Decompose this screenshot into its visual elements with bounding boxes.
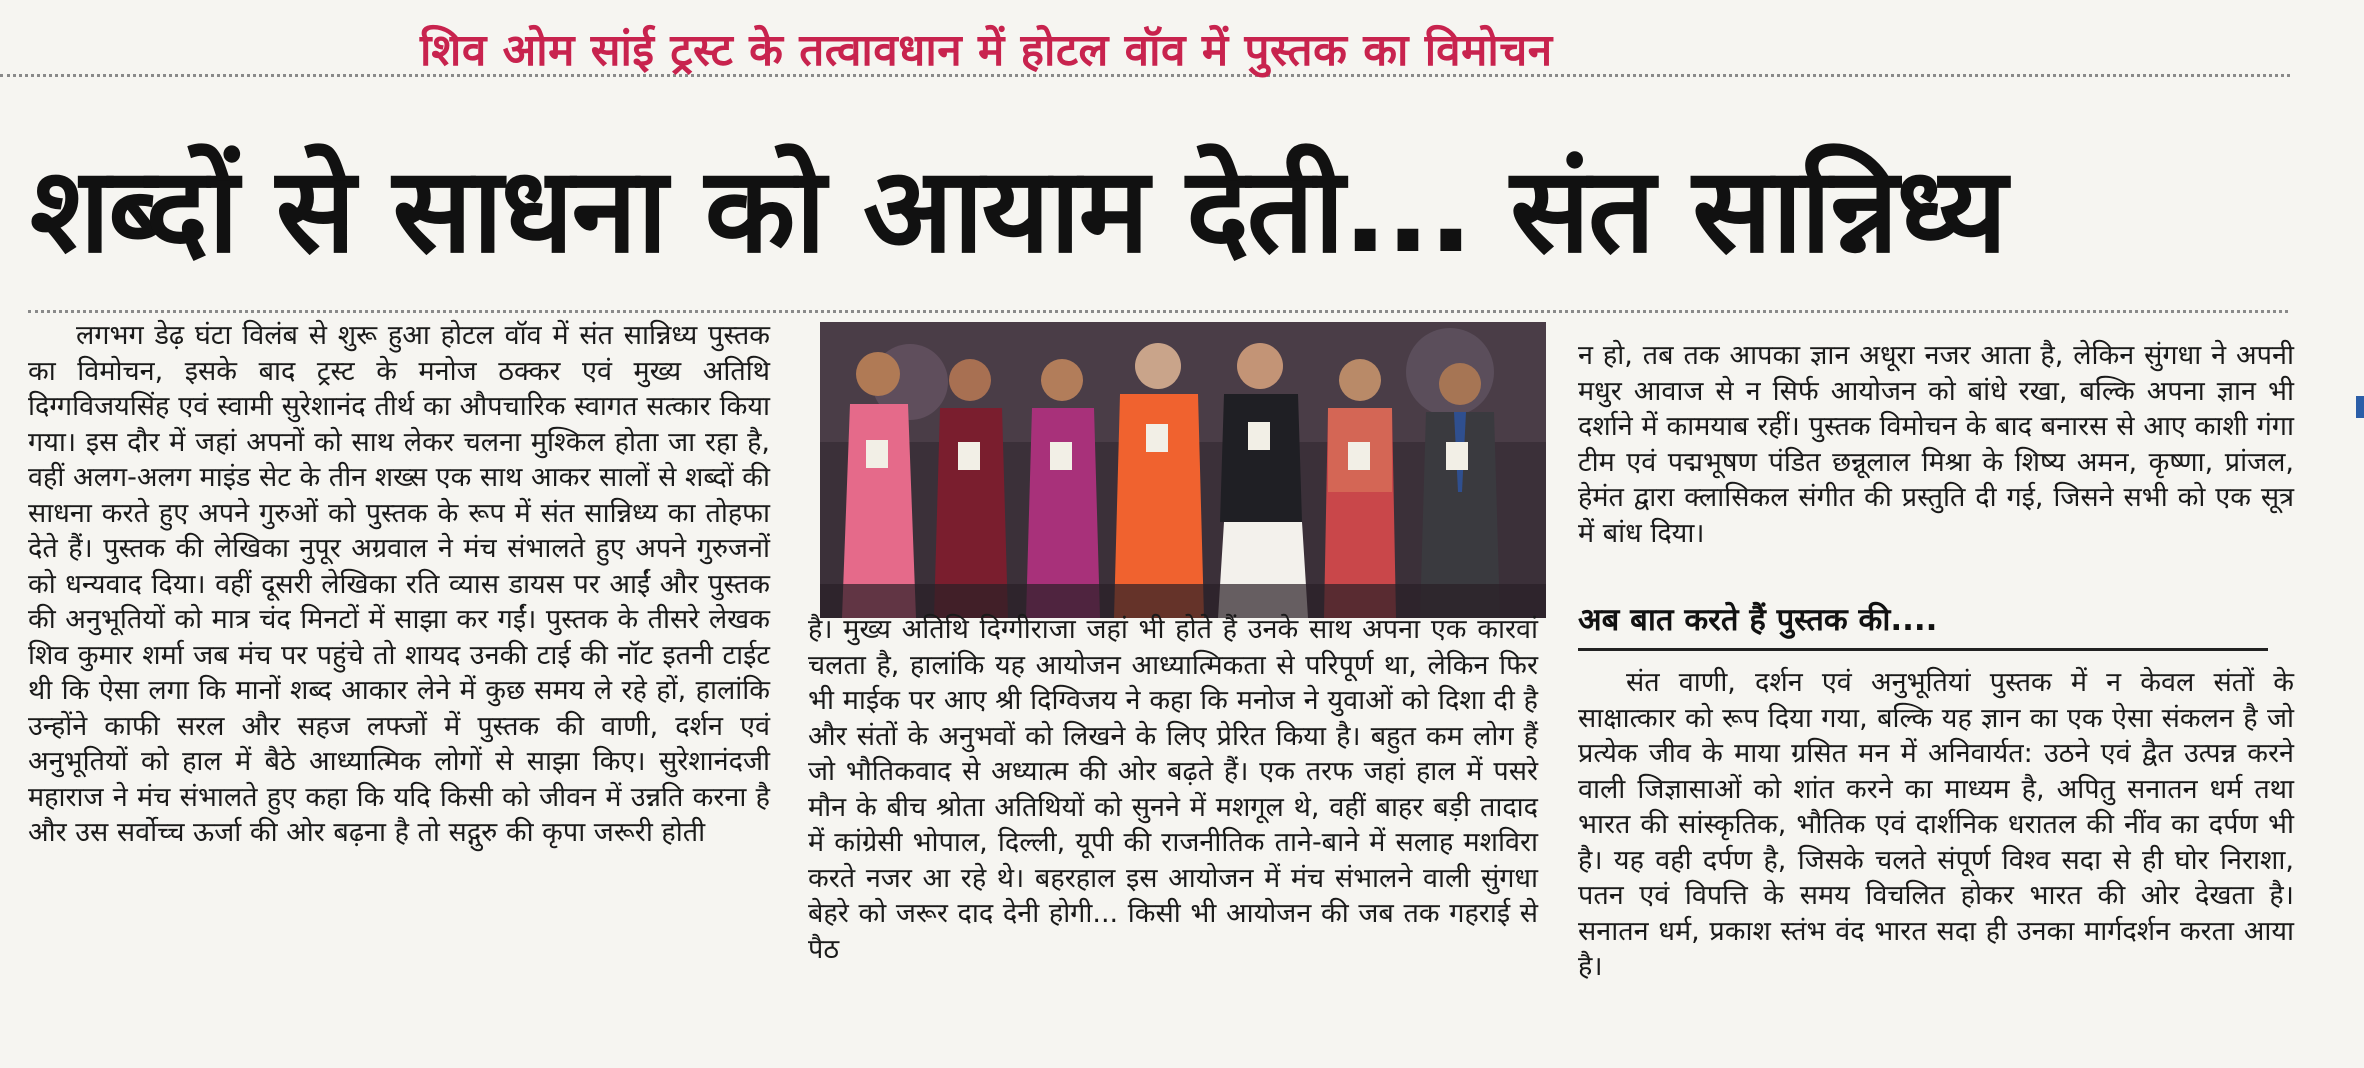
kicker-headline: शिव ओम सांई ट्रस्ट के तत्वावधान में होटल वॉव में पुस्तक का विमोचन <box>420 25 1553 76</box>
main-headline: शब्दों से साधना को आयाम देती... संत सान्निध्य <box>30 141 2006 279</box>
section-subheading: अब बात करते हैं पुस्तक की.... <box>1578 598 2268 651</box>
column-2-text: है। मुख्य अतिथि दिग्गीराजा जहां भी होते हैं उनके साथ अपना एक कारवां चलता है, हालांकि यह आयोजन आध्यात्मिकता से परिपूर्ण था, लेकिन फिर भी माईक पर आए श्री दिग्विजय ने कहा कि मनोज ने युवाओं को दिशा दी है और संतों के अनुभवों को लिखने के लिए प्रेरित किया है। बहुत कम लोग हैं जो भौतिकवाद से अध्यात्म की ओर बढ़ते हैं। एक तरफ जहां हाल में पसरे मौन के बीच श्रोता अतिथियों को सुनने में मशगूल थे, वहीं बाहर बड़ी तादाद में कांग्रेसी भोपाल, दिल्ली, यूपी की राजनीतिक ताने-बाने में सलाह मशविरा करते नजर आ रहे थे। बहरहाल इस आयोजन में मंच संभालने वाली सुंगधा बेहरे को जरूर दाद देनी होगी... किसी भी आयोजन की जब तक गहराई से पैठ <box>808 614 1538 965</box>
article-column-3 <box>1578 338 2294 551</box>
headline-dotted-rule <box>28 310 2288 313</box>
edge-marker <box>2356 396 2364 418</box>
article-column-1 <box>28 318 770 851</box>
column-3b-text: संत वाणी, दर्शन एवं अनुभूतियां पुस्तक में न केवल संतों के साक्षात्कार को रूप दिया गया, बल्कि यह ज्ञान का एक ऐसा संकलन है जो प्रत्येक जीव के माया ग्रसित मन में अनिवार्यत: उठने एवं द्वैत उत्पन्न करने वाली जिज्ञासाओं को शांत करने का माध्यम है, अपितु सनातन धर्म तथा भारत की सांस्कृतिक, भौतिक एवं दार्शनिक धरातल की नींव का दर्पण भी है। यह वही दर्पण है, जिसके चलते संपूर्ण विश्व सदा से ही घोर निराशा, पतन एवं विपत्ति के समय विचलित होकर भारत की ओर देखता है। सनातन धर्म, प्रकाश स्तंभ वंद भारत सदा ही उनका मार्गदर्शन करता आया है। <box>1578 667 2294 982</box>
group-photo-illustration <box>820 322 1546 618</box>
column-1-text: लगभग डेढ़ घंटा विलंब से शुरू हुआ होटल वॉव में संत सान्निध्य पुस्तक का विमोचन, इसके बाद ट्रस्ट के मनोज ठक्कर एवं मुख्य अतिथि दिग्गविजयसिंह एवं स्वामी सुरेशानंद तीर्थ का औपचारिक स्वागत सत्कार किया गया। इस दौर में जहां अपनों को साथ लेकर चलना मुश्किल होता जा रहा है, वहीं अलग-अलग माइंड सेट के तीन शख्स एक साथ आकर सालों से शब्दों की साधना करते हुए अपने गुरुओं को पुस्तक के रूप में संत सान्निध्य का तोहफा देते हैं। पुस्तक की लेखिका नुपूर अग्रवाल ने मंच संभालते हुए अपने गुरुजनों को धन्यवाद दिया। वहीं दूसरी लेखिका रति व्यास डायस पर आईं और पुस्तक की अनुभूतियों को मात्र चंद मिनटों में साझा कर गईं। पुस्तक के तीसरे लेखक शिव कुमार शर्मा जब मंच पर पहुंचे तो शायद उनकी टाई की नॉट इतनी टाईट थी कि ऐसा लगा कि मानों शब्द आकार लेने में कुछ समय ले रहे हों, हालांकि उन्होंने काफी सरल और सहज लफ्जों में पुस्तक की वाणी, दर्शन एवं अनुभूतियों को हाल में बैठे आध्यात्मिक लोगों से साझा किए। सुरेशानंदजी महाराज ने मंच संभालते हुए कहा कि यदि किसी को जीवन में उन्नति करना है और उस सर्वोच्च ऊर्जा की ओर बढ़ना है तो सद्गुरु की कृपा जरूरी होती <box>28 320 770 848</box>
article-column-2 <box>808 612 1538 967</box>
article-column-3-continued <box>1578 665 2294 985</box>
column-3-text: न हो, तब तक आपका ज्ञान अधूरा नजर आता है, लेकिन सुंगधा ने अपनी मधुर आवाज से न सिर्फ आयोजन को बांधे रखा, बल्कि अपना ज्ञान भी दर्शाने में कामयाब रहीं। पुस्तक विमोचन के बाद बनारस से आए काशी गंगा टीम एवं पद्मभूषण पंडित छन्नूलाल मिश्रा के शिष्य अमन, कृष्णा, प्रांजल, हेमंत द्वारा क्लासिकल संगीत की प्रस्तुति दी गई, जिसने सभी को एक सूत्र में बांध दिया। <box>1578 340 2294 549</box>
book-launch-photo <box>820 322 1546 618</box>
